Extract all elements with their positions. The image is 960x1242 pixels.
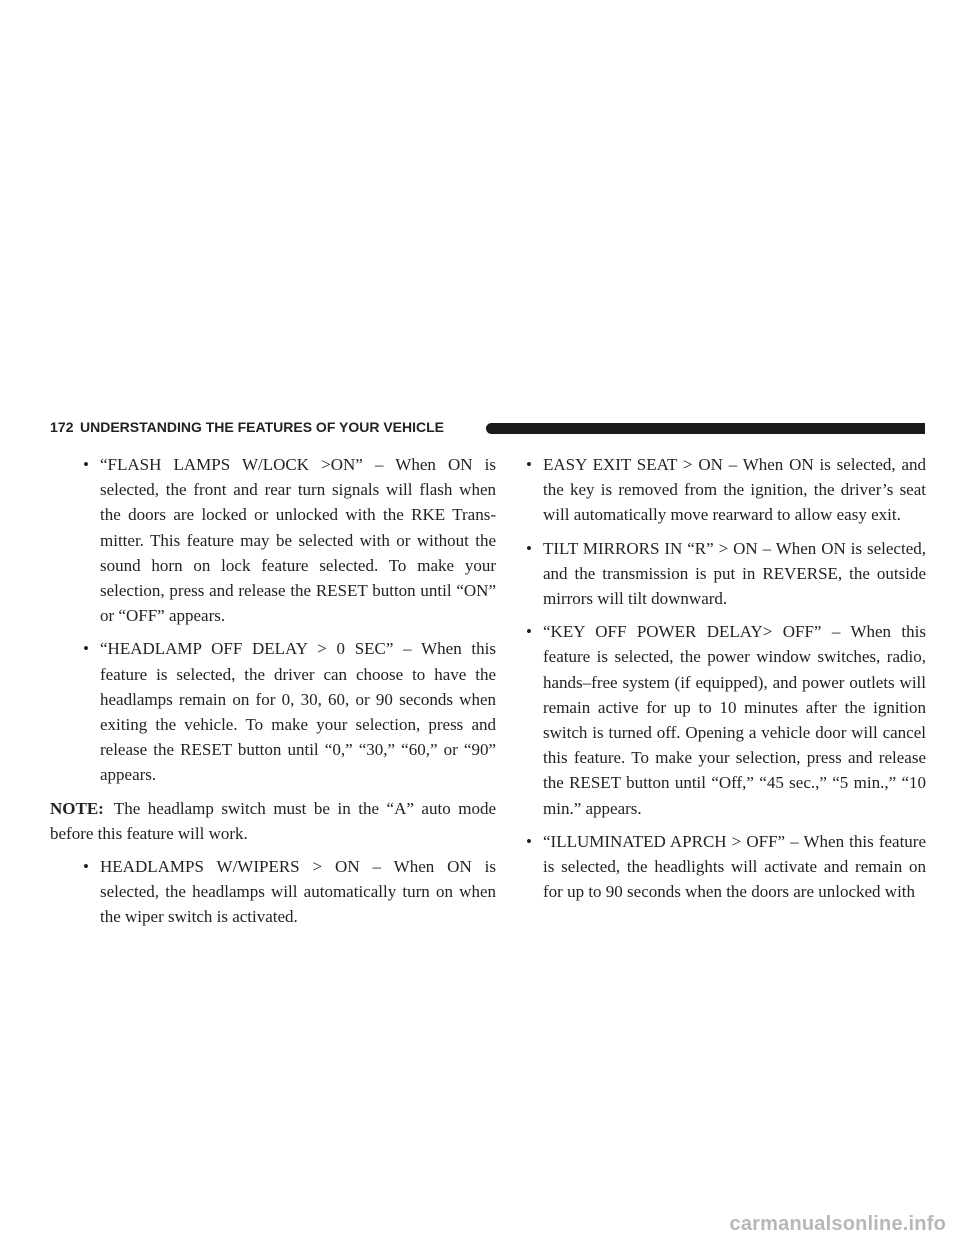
list-item [520, 452, 926, 528]
bullet-text: HEADLAMPS W/WIPERS > ON – When ON is selected, the headlamps will automatically turn on when the wiper switch is activated. [100, 857, 496, 927]
note-paragraph [50, 796, 496, 846]
header-rule-bar [486, 423, 925, 434]
bullet-icon: • [526, 622, 532, 642]
bullet-text: TILT MIRRORS IN “R” > ON – When ON is selected, and the transmission is put in REVERSE, the outside mirrors will tilt downward. [543, 538, 926, 609]
bullet-icon: • [83, 455, 89, 474]
bullet-text: “ILLUMINATED APRCH > OFF” – When this feature is selected, the headlights will activate and remain on for up to 90 seconds when the doors are unlocked with [543, 831, 926, 902]
page-header [50, 418, 925, 440]
bullet-icon: • [83, 857, 89, 877]
list-item [520, 619, 926, 821]
list-item [77, 452, 496, 628]
bullet-icon: • [526, 538, 532, 558]
section-title: UNDERSTANDING THE FEATURES OF YOUR VEHICLE [80, 419, 445, 435]
bullet-text: EASY EXIT SEAT > ON – When ON is selected, and the key is removed from the ignition, the driver’s seat will automatically move rearward to allow easy exit. [543, 455, 926, 525]
note-label: NOTE: [50, 798, 104, 818]
list-item [77, 636, 496, 787]
bullet-icon: • [526, 455, 532, 474]
bullet-icon: • [83, 639, 89, 659]
bullet-text: “HEADLAMP OFF DELAY > 0 SEC” – When this feature is selected, the driver can choose to have the headlamps remain on for 0, 30, 60, or 90 seconds when exiting the vehicle. To make your selection, press and release the RESET button until “0,” “30,” “60,” or “90” appears. [100, 639, 496, 785]
bullet-icon: • [526, 831, 532, 851]
list-item [520, 829, 926, 905]
page-number: 172 [50, 419, 74, 435]
left-column [50, 452, 496, 938]
bullet-text: “FLASH LAMPS W/LOCK >ON” – When ON is selected, the front and rear turn signals will flash when the doors are locked or unlocked with the RKE Trans-mitter. This feature may be selected with or without the sound horn on lock feature selected. To make your selection, press and release the RESET button until “ON” or “OFF” appears. [100, 455, 496, 626]
list-item [520, 536, 926, 612]
right-column [520, 452, 926, 912]
site-watermark: carmanualsonline.info [729, 1213, 946, 1235]
note-text: The headlamp switch must be in the “A” auto mode before this feature will work. [50, 798, 496, 843]
list-item [77, 854, 496, 930]
bullet-text: “KEY OFF POWER DELAY> OFF” – When this feature is selected, the power window switches, radio, hands–free system (if equipped), and power outlets will remain active for up to 10 minutes after the ignition switch is turned off. Opening a vehicle door will cancel this feature. To make your selection, press and release the RESET button until “Off,” “45 sec.,” “5 min.,” “10 min.” appears. [543, 622, 926, 818]
